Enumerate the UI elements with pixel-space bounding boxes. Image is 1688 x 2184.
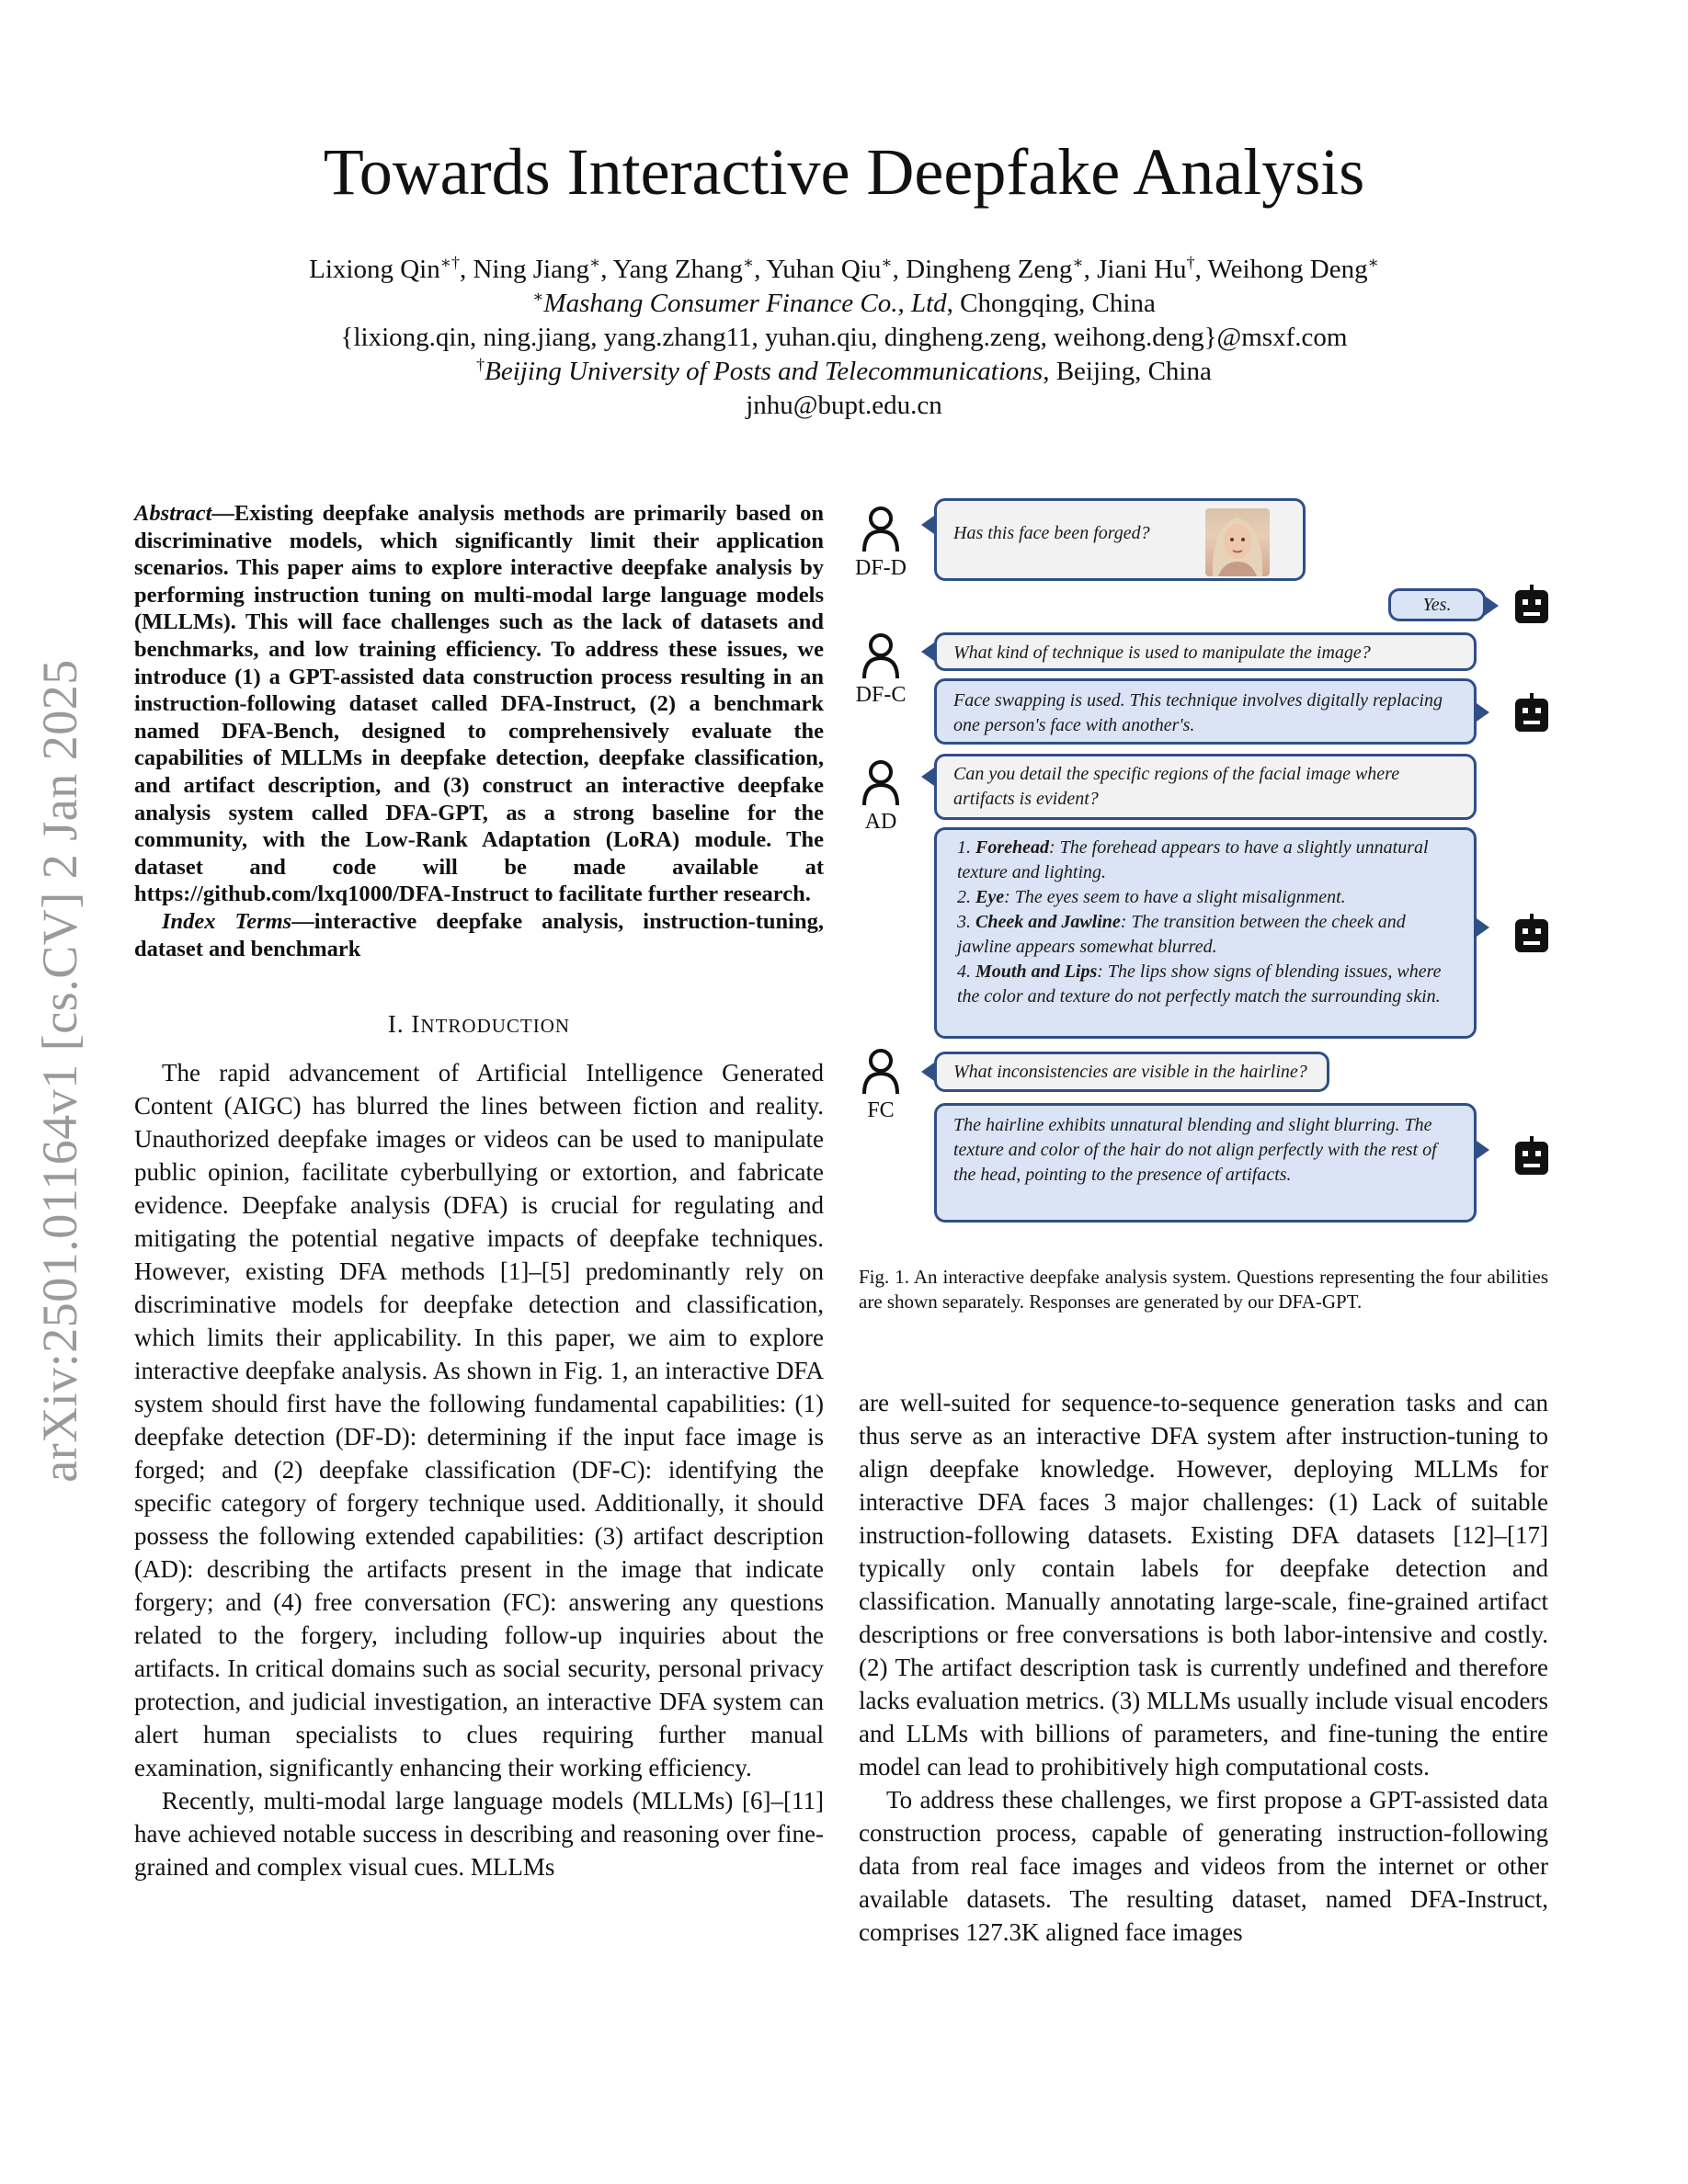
author-mark: ∗	[588, 253, 601, 272]
author-list: Lixiong Qin∗†, Ning Jiang∗, Yang Zhang∗, Yuhan Qiu∗, Dingheng Zeng∗, Jiani Hu†, Weihong Deng∗	[309, 253, 1379, 284]
figure-1	[853, 496, 1554, 1232]
answer-bubble: The hairline exhibits unnatural blending and slight blurring. The texture and color of the hair do not align perfectly with the rest of the head, pointing to the presence of artifacts.	[934, 1103, 1477, 1223]
user-avatar	[853, 759, 908, 835]
author-mark: ∗†	[439, 253, 460, 272]
question-bubble: Has this face been forged?	[934, 498, 1306, 581]
author-name: Ning Jiang	[473, 255, 589, 284]
robot-icon	[1513, 1136, 1550, 1177]
abstract-label: Abstract	[134, 501, 212, 526]
paragraph: The rapid advancement of Artificial Intelligence Generated Content (AIGC) has blurred the lines between fiction and reality. Unauthorized deepfake images or videos can be used to manipulate public opinion, facilitate cyberbullying or extortion, and fabricate evidence. Deepfake analysis (DFA) is crucial for regulating and mitigating the potential negative impacts of deepfake techniques. However, existing DFA methods [1]–[5] predominantly rely on discriminative models for deepfake detection and classification, which limits their applicability. In this paper, we aim to explore interactive deepfake analysis. As shown in Fig. 1, an interactive DFA system should first have the following fundamental capabilities: (1) deepfake detection (DF-D): determining if the input face image is forged; and (2) deepfake classification (DF-C): identifying the specific category of forgery technique used. Additionally, it should possess the following extended capabilities: (3) artifact description (AD): describing the artifacts present in the image that indicate forgery; and (4) free conversation (FC): answering any questions related to the forgery, including follow-up inquiries about the artifacts. In critical domains such as social security, personal privacy protection, and judicial investigation, an interactive DFA system can alert human specialists to clues requiring further manual examination, significantly enhancing their working efficiency.	[134, 1059, 824, 1782]
emails-1: {lixiong.qin, ning.jiang, yang.zhang11, yuhan.qiu, dingheng.zeng, weihong.deng}@msxf.com	[340, 323, 1348, 352]
robot-icon	[1513, 693, 1550, 734]
answer-bubble	[934, 827, 1477, 1039]
artifact-item: 3. Cheek and Jawline: The transition between the cheek and jawline appears somewhat blurred.	[957, 912, 1406, 957]
answer-bubble: Yes.	[1388, 588, 1486, 621]
person-icon	[861, 1048, 901, 1096]
author-mark: ∗	[742, 253, 755, 272]
person-icon	[861, 759, 901, 807]
author-name: Yuhan Qiu	[766, 255, 882, 284]
author-block	[0, 253, 1688, 423]
author-name: Lixiong Qin	[309, 255, 440, 284]
person-icon	[861, 506, 901, 553]
index-terms-label: Index Terms	[162, 908, 292, 934]
user-avatar	[853, 632, 908, 708]
ability-label-fc: FC	[867, 1098, 895, 1122]
author-mark: ∗	[1072, 253, 1084, 272]
arxiv-stamp: arXiv:2501.01164v1 [cs.CV] 2 Jan 2025	[32, 659, 87, 1483]
paragraph: are well-suited for sequence-to-sequence generation tasks and can thus serve as an interactive DFA system after instruction-tuning to align deepfake knowledge. However, deploying MLLMs for interactive DFA faces 3 major challenges: (1) Lack of suitable instruction-following datasets. Existing DFA datasets [12]–[17] typically only contain labels for deepfake detection and classification. Manually annotating large-scale, fine-grained artifact descriptions or free conversations is both labor-intensive and costly. (2) The artifact description task is currently undefined and therefore lacks evaluation metrics. (3) MLLMs usually include visual encoders and LLMs with billions of parameters, and fine-tuning the entire model can lead to prohibitively high computational costs.	[859, 1389, 1548, 1780]
emails-2: jnhu@bupt.edu.cn	[746, 391, 942, 420]
paragraph: To address these challenges, we first propose a GPT-assisted data construction process, capable of generating instruction-following data from real face images and videos from the internet or other available datasets. The resulting dataset, named DFA-Instruct, comprises 127.3K aligned face images	[859, 1786, 1548, 1946]
question-bubble: What kind of technique is used to manipulate the image?	[934, 632, 1477, 671]
question-bubble: What inconsistencies are visible in the hairline?	[934, 1052, 1329, 1092]
section-heading: I. INTRODUCTION	[387, 1010, 571, 1039]
index-terms	[134, 908, 824, 962]
answer-bubble: Face swapping is used. This technique involves digitally replacing one person's face with another's.	[934, 678, 1477, 745]
author-name: Jiani Hu	[1097, 255, 1187, 284]
robot-icon	[1513, 914, 1550, 954]
abstract-text: —Existing deepfake analysis methods are primarily based on discriminative models, which significantly limit their application scenarios. This paper aims to explore interactive deepfake analysis by performing instruction tuning on multi-modal large language models (MLLMs). This will face challenges such as the lack of datasets and benchmarks, and low training efficiency. To address these issues, we introduce (1) a GPT-assisted data construction process resulting in an instruction-following dataset called DFA-Instruct, (2) a benchmark named DFA-Bench, designed to comprehensively evaluate the capabilities of MLLMs in deepfake detection, deepfake classification, and artifact description, and (3) construct an interactive deepfake analysis system called DFA-GPT, as a strong baseline for the community, with the Low-Rank Adaptation (LoRA) module. The dataset and code will be made available at https://github.com/lxq1000/DFA-Instruct to facilitate further research.	[134, 501, 824, 907]
affiliation-2: †Beijing University of Posts and Telecommunications, Beijing, China	[476, 355, 1212, 386]
ability-label-ad: AD	[864, 810, 897, 834]
right-column	[859, 1386, 1548, 1949]
author-name: Dingheng Zeng	[906, 255, 1073, 284]
author-name: Yang Zhang	[612, 255, 743, 284]
index-terms-text: —interactive deepfake analysis, instruction-tuning, dataset and benchmark	[134, 908, 824, 961]
author-name: Weihong Deng	[1207, 255, 1368, 284]
robot-icon	[1513, 585, 1550, 625]
author-mark: ∗	[1367, 253, 1379, 272]
author-mark: ∗	[881, 253, 893, 272]
paragraph: Recently, multi-modal large language models (MLLMs) [6]–[11] have achieved notable success in describing and reasoning over fine-grained and complex visual cues. MLLMs	[134, 1787, 824, 1882]
figure-caption: Fig. 1. An interactive deepfake analysis system. Questions representing the four abilities are shown separately. Responses are generated by our DFA-GPT.	[859, 1266, 1548, 1313]
ability-label-dfd: DF-D	[854, 556, 907, 580]
person-icon	[861, 632, 901, 680]
face-image	[1205, 508, 1270, 576]
affiliation-1: ∗Mashang Consumer Finance Co., Ltd, Chongqing, China	[532, 287, 1156, 318]
user-avatar	[853, 1048, 908, 1123]
artifact-item: 4. Mouth and Lips: The lips show signs of blending issues, where the color and texture do not perfectly match the surrounding skin.	[957, 961, 1442, 1007]
abstract	[134, 500, 824, 908]
user-avatar	[853, 506, 908, 581]
left-column	[134, 500, 824, 1883]
paper-title: Towards Interactive Deepfake Analysis	[323, 135, 1365, 209]
artifact-item: 1. Forehead: The forehead appears to have a slightly unnatural texture and lighting.	[957, 837, 1429, 882]
author-mark: †	[1186, 253, 1195, 272]
question-bubble: Can you detail the specific regions of the facial image where artifacts is evident?	[934, 754, 1477, 820]
ability-label-dfc: DF-C	[855, 683, 907, 707]
artifact-item: 2. Eye: The eyes seem to have a slight misalignment.	[957, 887, 1346, 907]
